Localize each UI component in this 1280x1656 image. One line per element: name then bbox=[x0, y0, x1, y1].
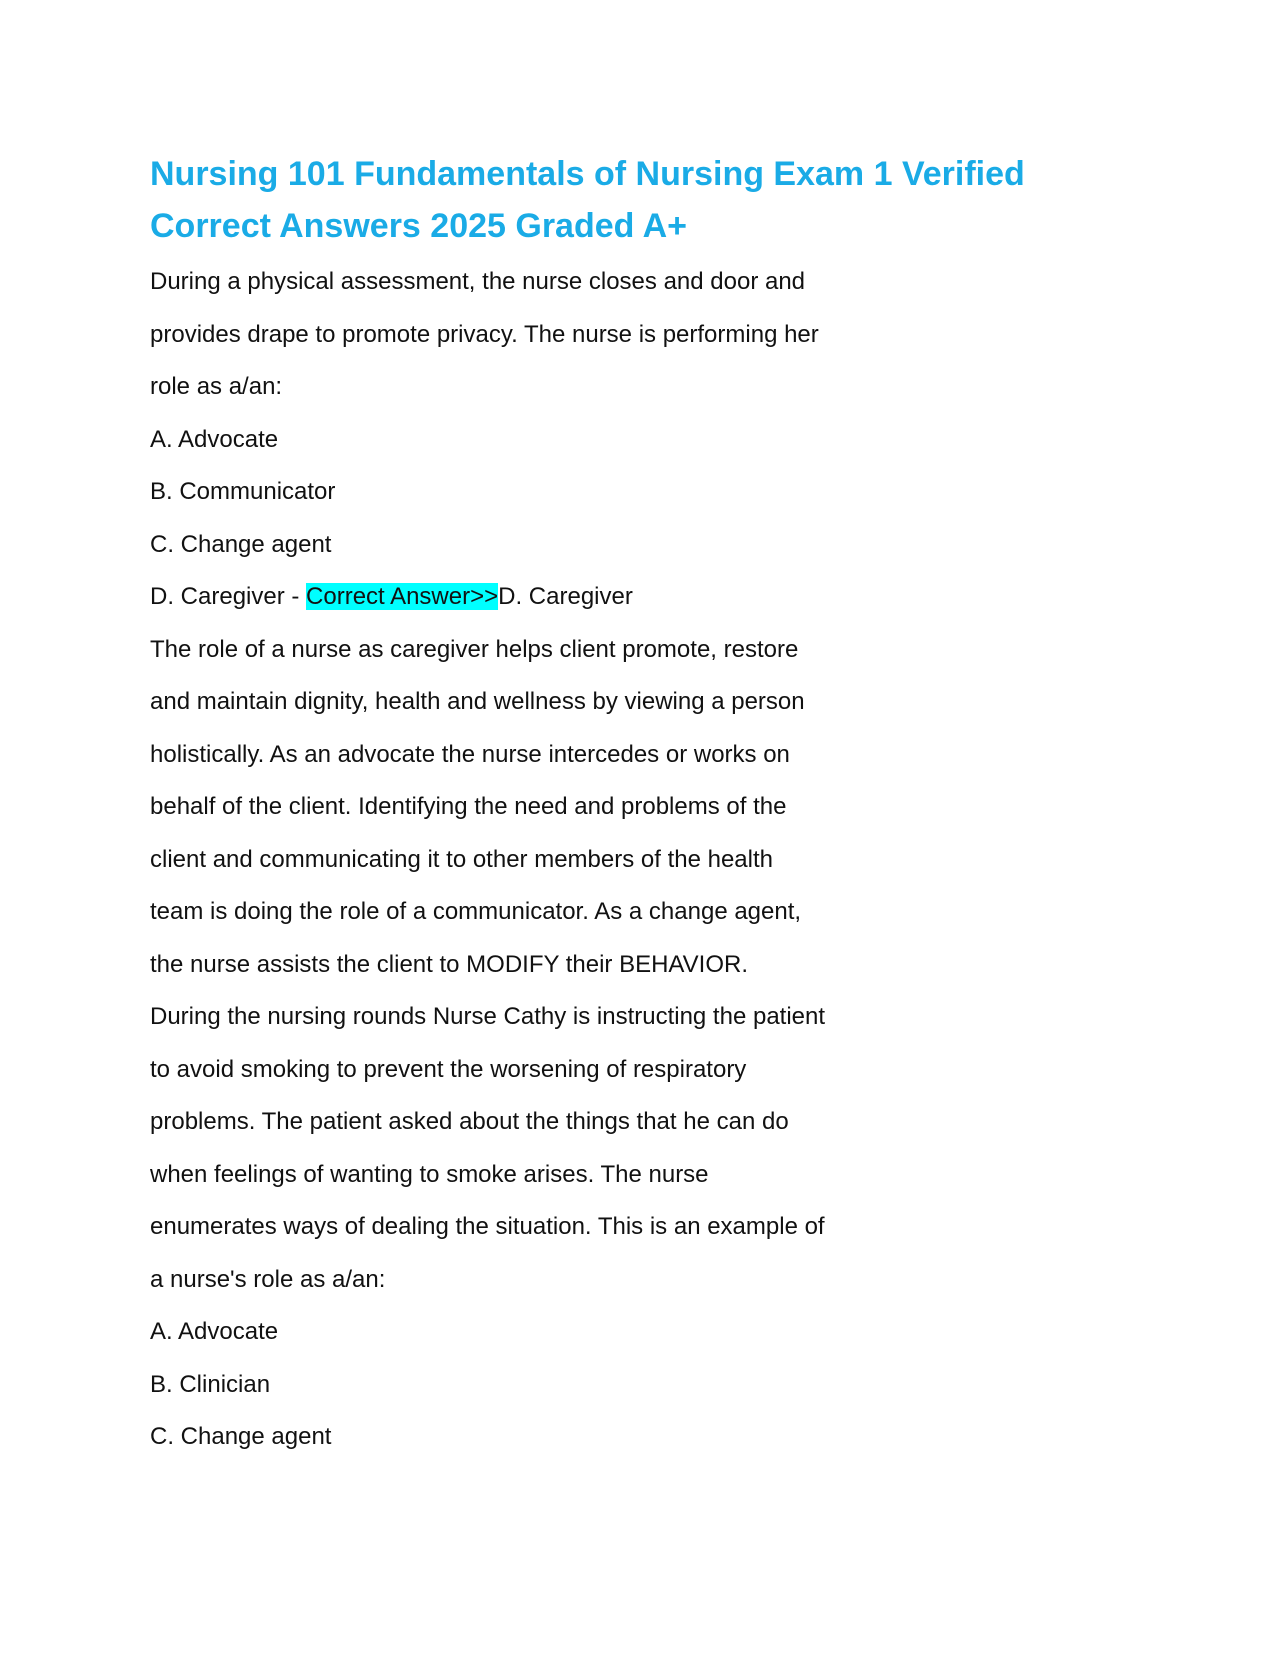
question-text-line: a nurse's role as a/an: bbox=[150, 1265, 386, 1293]
rationale-line: and maintain dignity, health and wellness by viewing a person bbox=[150, 688, 805, 715]
option-a: A. Advocate bbox=[150, 1318, 279, 1345]
question-text-line: provides drape to promote privacy. The nurse is performing her bbox=[150, 320, 819, 348]
title-line-1: Nursing 101 Fundamentals of Nursing Exam 1 Verified bbox=[150, 155, 1025, 193]
option-c: C. Change agent bbox=[150, 1423, 332, 1450]
question-text-line: when feelings of wanting to smoke arises. The nurse bbox=[150, 1160, 709, 1188]
title-line-2: Correct Answers 2025 Graded A+ bbox=[150, 207, 687, 245]
option-d-with-answer bbox=[150, 571, 1150, 624]
rationale-line: team is doing the role of a communicator. As a change agent, bbox=[150, 898, 802, 925]
document-title bbox=[150, 148, 1150, 252]
document-page bbox=[150, 148, 1150, 1464]
rationale-line: client and communicating it to other members of the health bbox=[150, 845, 773, 873]
question-text-line: role as a/an: bbox=[150, 373, 283, 400]
question-text-line: problems. The patient asked about the things that he can do bbox=[150, 1108, 789, 1135]
option-c: C. Change agent bbox=[150, 530, 332, 558]
option-b: B. Communicator bbox=[150, 478, 336, 505]
question-2 bbox=[150, 991, 1150, 1464]
option-d: D. Caregiver - bbox=[150, 583, 307, 610]
question-text-line: to avoid smoking to prevent the worsening of respiratory bbox=[150, 1055, 747, 1083]
question-text-line: During the nursing rounds Nurse Cathy is instructing the patient bbox=[150, 1003, 826, 1030]
correct-answer-text: D. Caregiver bbox=[498, 583, 633, 610]
correct-answer-marker: Correct Answer>> bbox=[306, 583, 499, 610]
question-text-line: enumerates ways of dealing the situation. This is an example of bbox=[150, 1213, 825, 1240]
rationale-line: The role of a nurse as caregiver helps client promote, restore bbox=[150, 635, 799, 663]
rationale-line: holistically. As an advocate the nurse intercedes or works on bbox=[150, 740, 790, 768]
option-b: B. Clinician bbox=[150, 1370, 271, 1398]
rationale-line: the nurse assists the client to MODIFY their BEHAVIOR. bbox=[150, 950, 748, 978]
option-a: A. Advocate bbox=[150, 425, 279, 453]
question-1 bbox=[150, 256, 1150, 991]
question-text-line: During a physical assessment, the nurse closes and door and bbox=[150, 268, 806, 295]
rationale-line: behalf of the client. Identifying the need and problems of the bbox=[150, 793, 787, 820]
